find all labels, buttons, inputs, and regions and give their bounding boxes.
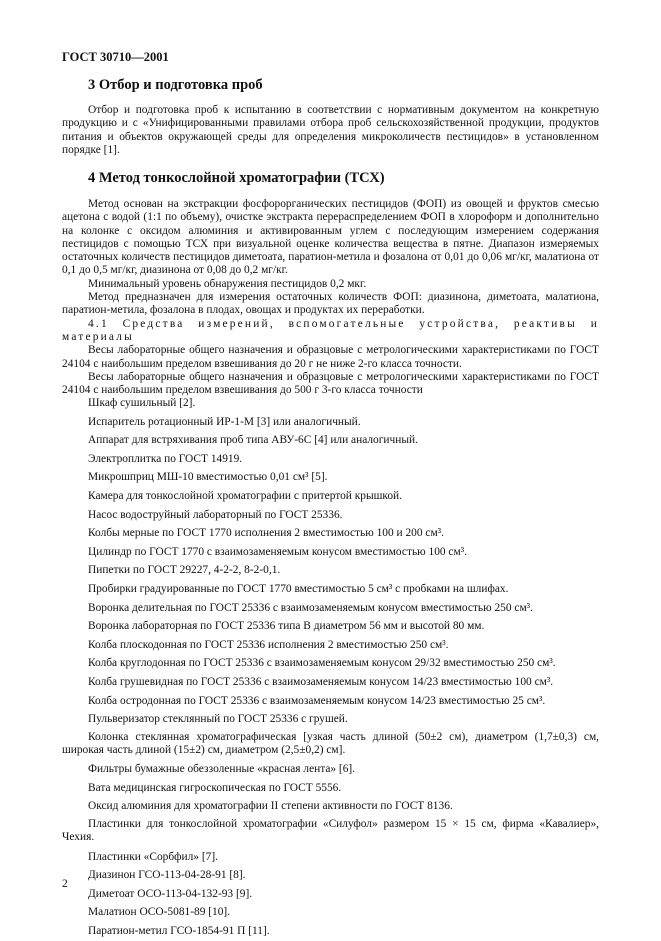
list-item: Насос водоструйный лабораторный по ГОСТ 25336. xyxy=(88,508,343,521)
list-item: Фильтры бумажные обеззоленные «красная лента» [6]. xyxy=(88,763,356,776)
list-item: Колба остродонная по ГОСТ 25336 с взаимозаменяемым конусом 14/23 вместимостью 25 см³. xyxy=(88,694,546,707)
list-item: Пипетки по ГОСТ 29227, 4-2-2, 8-2-0,1. xyxy=(88,564,281,577)
subsection-4-1-title: 4.1 Средства измерений, вспомогательные устройства, реактивы и материалы xyxy=(62,317,599,343)
page-number: 2 xyxy=(62,878,68,890)
list-item: Воронка лабораторная по ГОСТ 25336 типа В диаметром 56 мм и высотой 80 мм. xyxy=(88,620,485,633)
list-item: Пульверизатор стеклянный по ГОСТ 25336 с грушей. xyxy=(88,713,348,726)
list-item: Диазинон ГСО-113-04-28-91 [8]. xyxy=(88,869,246,882)
section-3-title: 3 Отбор и подготовка проб xyxy=(88,77,263,93)
list-item: Шкаф сушильный [2]. xyxy=(88,397,196,409)
section-3-paragraph: Отбор и подготовка проб к испытанию в соответствии с нормативным документом на конкретную продукцию и с «Унифицированными правилами отбора проб сельскохозяйственной продукции, продуктов питания и объектов окружающей среды для определения микроколичеств пестицидов» в установленном порядке [1]. xyxy=(62,104,599,156)
list-item: Пробирки градуированные по ГОСТ 1770 вместимостью 5 см³ с пробками на шлифах. xyxy=(88,582,509,595)
list-item: Колба плоскодонная по ГОСТ 25336 исполнения 2 вместимостью 250 см³. xyxy=(88,638,449,651)
list-item: Вата медицинская гигроскопическая по ГОСТ 5556. xyxy=(88,781,342,794)
list-item: Колбы мерные по ГОСТ 1770 исполнения 2 вместимостью 100 и 200 см³. xyxy=(88,527,444,540)
balance-item-1: Весы лабораторные общего назначения и образцовые с метрологическими характеристиками по ГОСТ 24104 с наибольшим пределом взвешивания до 20 г не ниже 2-го класса точности. xyxy=(62,344,599,370)
method-purpose: Метод предназначен для измерения остаточных количеств ФОП: диазинона, диметоата, малатиона, паратион-метила, фозалона в плодах, овощах и продуктах их переработки. xyxy=(62,291,599,317)
section-3-body xyxy=(62,104,599,157)
list-item: Испаритель ротационный ИР-1-М [3] или аналогичный. xyxy=(88,415,361,428)
list-item: Аппарат для встряхивания проб типа АВУ-6С [4] или аналогичный. xyxy=(88,434,418,447)
list-item: Воронка делительная по ГОСТ 25336 с взаимозаменяемым конусом вместимостью 250 см³. xyxy=(88,601,533,614)
list-item: Колонка стеклянная хроматографическая [узкая часть длиной (50±2 см), диаметром (1,7±0,3) см, широкая часть длиной (15±2) см, диаметром (2,5±0,2) см]. xyxy=(62,730,599,756)
method-description: Метод основан на экстракции фосфорорганических пестицидов (ФОП) из овощей и фруктов смесью ацетона с водой (1:1 по объему), очистке экстракта перераспределением ФОП в хлороформ и дополнительно на колонке с оксидом алюминия и активированным углем с последующим измерением содержания пестицидов с помощью ТСХ при визуальной оценке количества вещества в пятне. Диапазон измеряемых остаточных количеств пестицидов диметоата, паратион-метила и фозалона от 0,01 до 0,06 мг/кг, малатиона от 0,1 до 0,5 мг/кг, диазинона от 0,08 до 0,2 мг/кг. xyxy=(62,198,599,277)
list-item: Микрошприц МШ-10 вместимостью 0,01 см³ [5]. xyxy=(88,471,328,484)
list-item: Колба круглодонная по ГОСТ 25336 с взаимозаменяемым конусом 29/32 вместимостью 250 см³. xyxy=(88,657,556,670)
list-item: Цилиндр по ГОСТ 1770 с взаимозаменяемым конусом вместимостью 100 см³. xyxy=(88,545,467,558)
list-item: Паратион-метил ГСО-1854-91 П [11]. xyxy=(88,925,270,938)
balance-item-2: Весы лабораторные общего назначения и образцовые с метрологическими характеристиками по ГОСТ 24104 с наибольшим пределом взвешивания до 500 г 3-го класса точности xyxy=(62,370,599,397)
list-item: Диметоат ОСО-113-04-132-93 [9]. xyxy=(88,887,253,900)
list-item: Малатион ОСО-5081-89 [10]. xyxy=(88,906,231,919)
document-header: ГОСТ 30710—2001 xyxy=(62,50,169,64)
list-item: Оксид алюминия для хроматографии II степени активности по ГОСТ 8136. xyxy=(88,800,453,813)
section-4-intro xyxy=(62,198,599,397)
section-4-title: 4 Метод тонкослойной хроматографии (ТСХ) xyxy=(88,170,385,186)
list-item: Камера для тонкослойной хроматографии с притертой крышкой. xyxy=(88,489,402,502)
list-item: Пластинки «Сорбфил» [7]. xyxy=(88,850,218,863)
list-item: Электроплитка по ГОСТ 14919. xyxy=(88,452,243,465)
equipment-list xyxy=(62,394,599,941)
list-item: Колба грушевидная по ГОСТ 25336 с взаимозаменяемым конусом 14/23 вместимостью 100 см³. xyxy=(88,675,554,688)
detection-limit: Минимальный уровень обнаружения пестицидов 0,2 мкг. xyxy=(88,277,367,290)
list-item: Пластинки для тонкослойной хроматографии «Силуфол» размером 15 × 15 см, фирма «Кавалиер», Чехия. xyxy=(62,818,599,844)
